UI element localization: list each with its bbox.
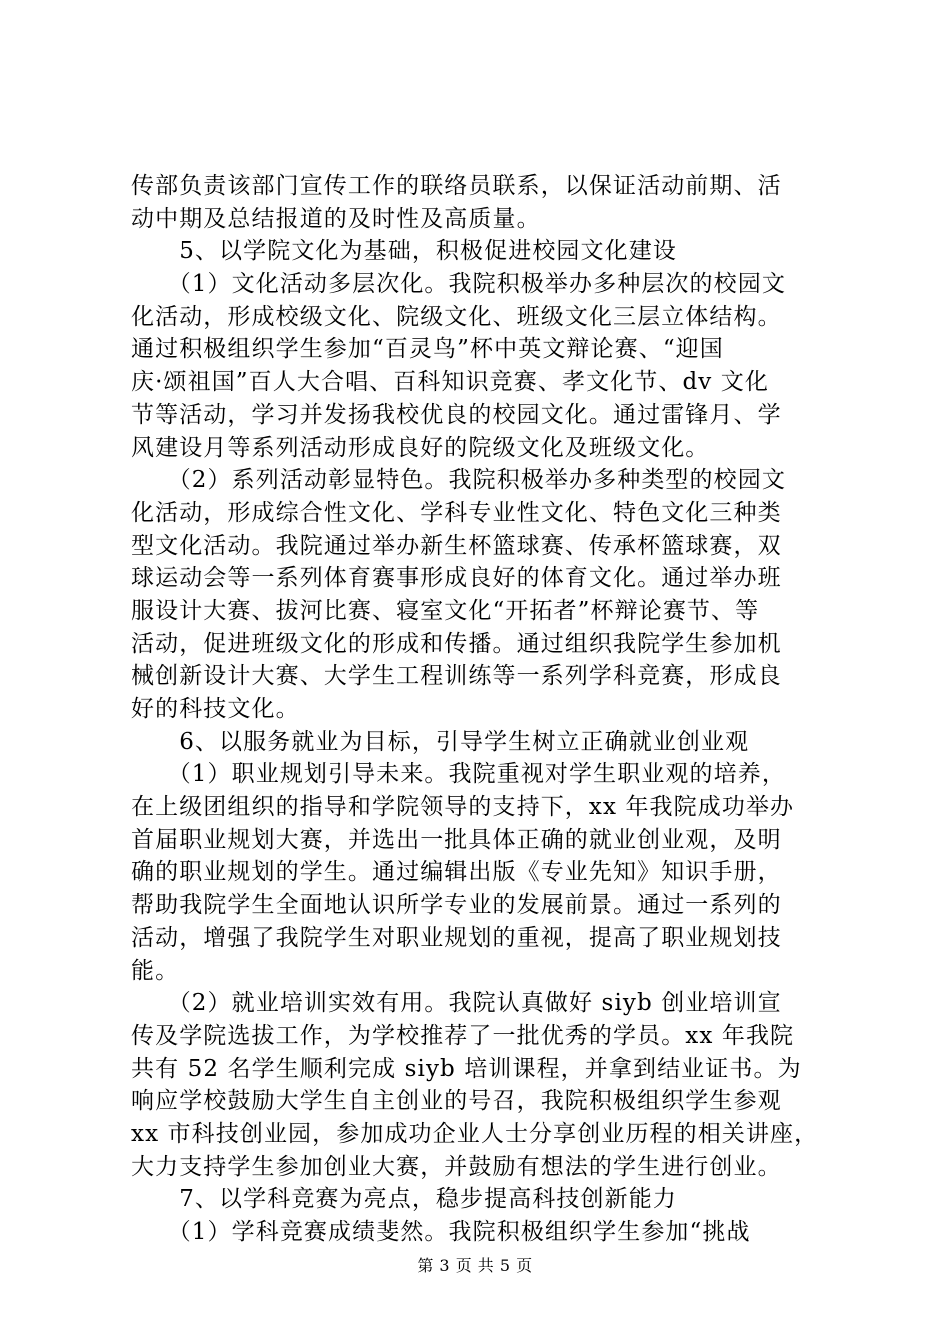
text-line: 活动，促进班级文化的形成和传播。通过组织我院学生参加机 bbox=[131, 630, 782, 657]
text-line: 共有 52 名学生顺利完成 siyb 培训课程，并拿到结业证书。为 bbox=[131, 1055, 802, 1082]
text-line: 节等活动，学习并发扬我校优良的校园文化。通过雷锋月、学 bbox=[131, 401, 782, 428]
text-line: 械创新设计大赛、大学生工程训练等一系列学科竞赛，形成良 bbox=[131, 663, 782, 690]
text-line: 动中期及总结报道的及时性及高质量。 bbox=[131, 205, 541, 232]
text-line: 帮助我院学生全面地认识所学专业的发展前景。通过一系列的 bbox=[131, 892, 782, 919]
text-line: xx 市科技创业园，参加成功企业人士分享创业历程的相关讲座， bbox=[131, 1120, 819, 1147]
text-line: 传部负责该部门宣传工作的联络员联系，以保证活动前期、活 bbox=[131, 173, 782, 199]
section-heading: 7、以学科竞赛为亮点，稳步提高科技创新能力 bbox=[131, 1186, 677, 1213]
text-line: 化活动，形成综合性文化、学科专业性文化、特色文化三种类 bbox=[131, 499, 782, 526]
text-line: 型文化活动。我院通过举办新生杯篮球赛、传承杯篮球赛，双 bbox=[131, 532, 782, 559]
text-line: 大力支持学生参加创业大赛，并鼓励有想法的学生进行创业。 bbox=[131, 1153, 782, 1180]
text-line: 好的科技文化。 bbox=[131, 696, 300, 722]
text-line: 响应学校鼓励大学生自主创业的号召，我院积极组织学生参观 bbox=[131, 1088, 782, 1115]
text-line: （2）系列活动彰显特色。我院积极举办多种类型的校园文 bbox=[131, 467, 786, 494]
section-heading: 6、以服务就业为目标，引导学生树立正确就业创业观 bbox=[131, 728, 750, 755]
text-line: 庆·颂祖国”百人大合唱、百科知识竞赛、孝文化节、dv 文化 bbox=[131, 369, 769, 396]
section-heading: 5、以学院文化为基础，积极促进校园文化建设 bbox=[131, 238, 677, 265]
text-line: 在上级团组织的指导和学院领导的支持下，xx 年我院成功举办 bbox=[131, 794, 795, 821]
text-line: 传及学院选拔工作，为学校推荐了一批优秀的学员。xx 年我院 bbox=[131, 1022, 795, 1049]
text-line: （2）就业培训实效有用。我院认真做好 siyb 创业培训宣 bbox=[131, 990, 782, 1017]
text-line: （1）学科竞赛成绩斐然。我院积极组织学生参加“挑战 bbox=[131, 1219, 751, 1245]
text-line: 服设计大赛、拔河比赛、寝室文化“开拓者”杯辩论赛节、等 bbox=[131, 597, 760, 624]
text-line: （1）文化活动多层次化。我院积极举办多种层次的校园文 bbox=[131, 271, 786, 298]
text-line: 球运动会等一系列体育赛事形成良好的体育文化。通过举办班 bbox=[131, 565, 782, 592]
text-line: 通过积极组织学生参加“百灵鸟”杯中英文辩论赛、“迎国 bbox=[131, 336, 724, 363]
text-line: 能。 bbox=[131, 957, 180, 984]
text-line: （1）职业规划引导未来。我院重视对学生职业观的培养， bbox=[131, 761, 786, 788]
text-line: 首届职业规划大赛，并选出一批具体正确的就业创业观，及明 bbox=[131, 826, 782, 853]
document-body bbox=[131, 170, 831, 1249]
text-line: 活动，增强了我院学生对职业规划的重视，提高了职业规划技 bbox=[131, 924, 782, 951]
text-line: 化活动，形成校级文化、院级文化、班级文化三层立体结构。 bbox=[131, 303, 782, 330]
page-number-footer: 第 3 页 共 5 页 bbox=[417, 1256, 533, 1275]
text-line: 风建设月等系列活动形成良好的院级文化及班级文化。 bbox=[131, 434, 710, 461]
text-line: 确的职业规划的学生。通过编辑出版《专业先知》知识手册， bbox=[131, 859, 782, 886]
